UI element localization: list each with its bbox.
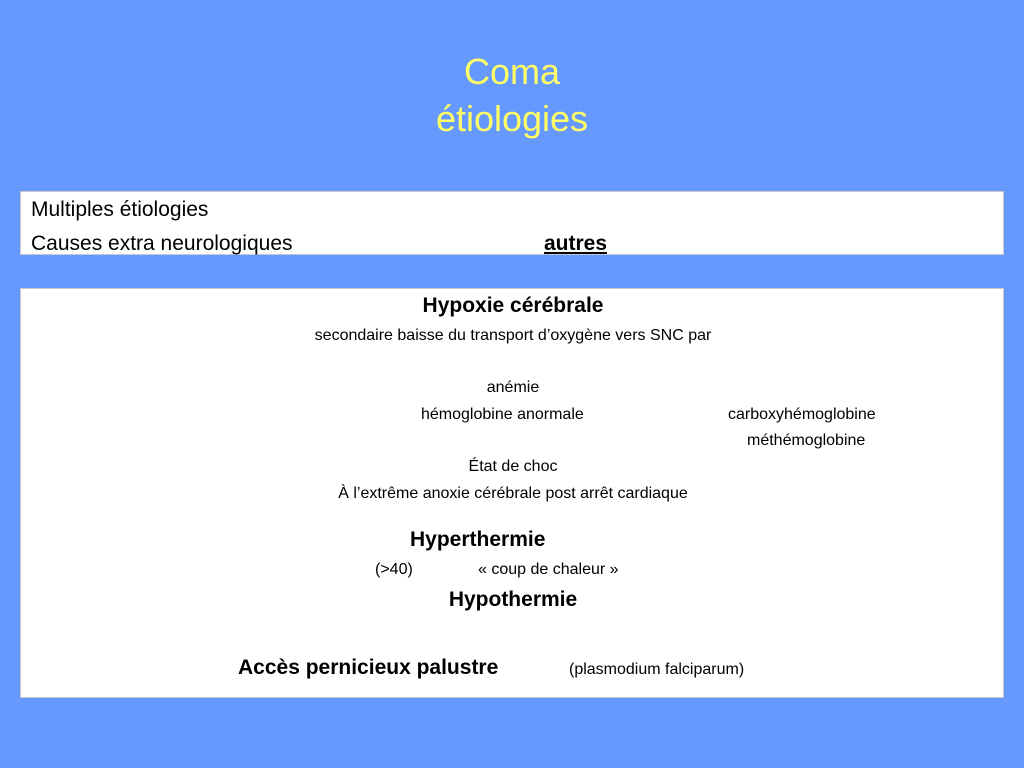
palustre-heading: Accès pernicieux palustre [238, 656, 499, 679]
hypoxie-heading: Hypoxie cérébrale [422, 294, 604, 317]
summary-emphasis-autres: autres [544, 232, 608, 255]
summary-line-causes: Causes extra neurologiques [31, 232, 293, 255]
item-anemie: anémie [486, 379, 540, 396]
summary-line-multiples: Multiples étiologies [31, 198, 209, 221]
hypothermie-heading: Hypothermie [448, 588, 578, 611]
hyperthermie-threshold: (>40) [375, 561, 413, 578]
item-methemoglobine: méthémoglobine [747, 432, 866, 449]
hypoxie-subtitle: secondaire baisse du transport d’oxygène vers SNC par [314, 327, 712, 344]
item-anoxie: À l’extrême anoxie cérébrale post arrêt cardiaque [338, 485, 688, 502]
hyperthermie-note: « coup de chaleur » [478, 561, 619, 578]
summary-box [20, 191, 1004, 255]
palustre-note: (plasmodium falciparum) [569, 661, 745, 678]
etiologies-box [20, 288, 1004, 698]
hyperthermie-heading: Hyperthermie [410, 528, 546, 551]
item-etat-de-choc: État de choc [468, 458, 558, 475]
slide-title-line1: Coma [463, 51, 561, 92]
item-hemoglobine-anormale: hémoglobine anormale [421, 406, 584, 423]
item-carboxyhemoglobine: carboxyhémoglobine [728, 406, 876, 423]
slide-title-line2: étiologies [435, 98, 589, 139]
